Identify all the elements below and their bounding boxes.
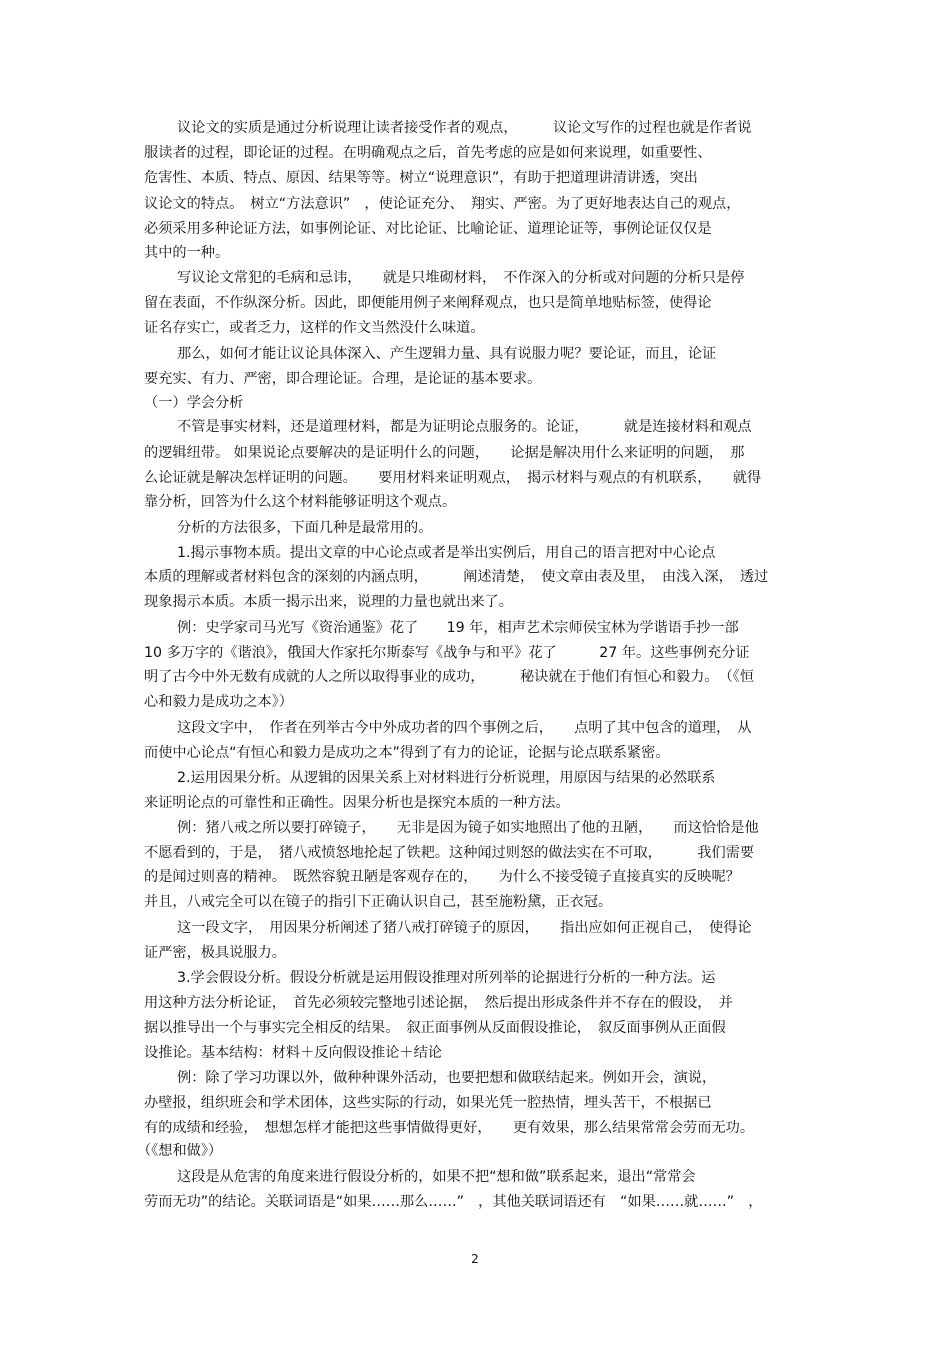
text-line: 的是闻过则喜的精神。 既然容貌丑陋是客观存在的， 为什么不接受镜子直接真实的反映呢？ bbox=[144, 869, 740, 885]
text-line: 证名存实亡，或者乏力，这样的作文当然没什么味道。 bbox=[144, 320, 485, 336]
text-line: 要充实、有力、严密，即合理论证。合理，是论证的基本要求。 bbox=[144, 371, 542, 387]
text-line: 办壁报，组织班会和学术团体，这些实际的行动，如果光凭一腔热情，埋头苦干，不根据已 bbox=[144, 1095, 712, 1111]
text-line: 并且，八戒完全可以在镜子的指引下正确认识自己，甚至施粉黛，正衣冠。 bbox=[144, 894, 613, 910]
text-line: 服读者的过程，即论证的过程。在明确观点之后，首先考虑的应是如何来说理，如重要性、 bbox=[144, 145, 712, 161]
text-line: 这段是从危害的角度来进行假设分析的，如果不把“想和做”联系起来，退出“常常会 bbox=[177, 1169, 696, 1185]
text-line: 来证明论点的可靠性和正确性。因果分析也是探究本质的一种方法。 bbox=[144, 795, 570, 811]
text-line: 必须采用多种论证方法，如事例论证、对比论证、比喻论证、道理论证等，事例论证仅仅是 bbox=[144, 221, 712, 237]
text-line: 这一段文字， 用因果分析阐述了猪八戒打碎镜子的原因， 指出应如何正视自己， 使得论 bbox=[177, 920, 752, 936]
text-line: 么论证就是解决怎样证明的问题。 要用材料来证明观点， 揭示材料与观点的有机联系， 就得 bbox=[144, 470, 762, 486]
text-line: 议论文的特点。 树立“方法意识” ，使论证充分、 翔实、严密。为了更好地表达自己的观点， bbox=[144, 196, 741, 212]
text-line: 明了古今中外无数有成就的人之所以取得事业的成功， 秘诀就在于他们有恒心和毅力。 （《恒 bbox=[144, 669, 755, 685]
text-line: 其中的一种。 bbox=[144, 245, 230, 261]
text-line: 留在表面，不作纵深分析。因此，即便能用例子来阐释观点，也只是简单地贴标签，使得论 bbox=[144, 295, 712, 311]
text-line: 而使中心论点“有恒心和毅力是成功之本”得到了有力的论证，论据与论点联系紧密。 bbox=[144, 745, 670, 761]
text-line: （《想和做》） bbox=[137, 1143, 223, 1159]
text-line: 例：史学家司马光写《资治通鉴》花了 19 年，相声艺术宗师侯宝林为学谐语手抄一部 bbox=[177, 620, 739, 636]
section-heading: （一）学会分析 bbox=[144, 395, 244, 411]
text-line: 议论文的实质是通过分析说理让读者接受作者的观点， 议论文写作的过程也就是作者说 bbox=[177, 120, 752, 136]
text-line: 2.运用因果分析。从逻辑的因果关系上对材料进行分析说理，用原因与结果的必然联系 bbox=[177, 770, 716, 786]
text-line: 3.学会假设分析。假设分析就是运用假设推理对所列举的论据进行分析的一种方法。运 bbox=[177, 970, 716, 986]
text-line: 例：猪八戒之所以要打碎镜子， 无非是因为镜子如实地照出了他的丑陋， 而这恰恰是他 bbox=[177, 820, 759, 836]
text-line: 1.揭示事物本质。提出文章的中心论点或者是举出实例后，用自己的语言把对中心论点 bbox=[177, 545, 716, 561]
text-line: 靠分析，回答为什么这个材料能够证明这个观点。 bbox=[144, 494, 457, 510]
text-line: 写议论文常犯的毛病和忌讳， 就是只堆砌材料， 不作深入的分析或对问题的分析只是停 bbox=[177, 270, 745, 286]
text-line: 这段文字中， 作者在列举古今中外成功者的四个事例之后， 点明了其中包含的道理， 从 bbox=[177, 720, 752, 736]
text-line: 那么，如何才能让议论具体深入、产生逻辑力量、具有说服力呢？要论证，而且，论证 bbox=[177, 346, 717, 362]
text-line: 分析的方法很多，下面几种是最常用的。 bbox=[177, 520, 433, 536]
text-line: 的逻辑纽带。 如果说论点要解决的是证明什么的问题， 论据是解决用什么来证明的问题， 那 bbox=[144, 445, 745, 461]
text-line: 10 多万字的《谐浪》，俄国大作家托尔斯泰写《战争与和平》花了 27 年。这些事例充分证 bbox=[144, 645, 750, 661]
text-line: 证严密，极具说服力。 bbox=[144, 945, 286, 961]
text-line: 用这种方法分析论证， 首先必须较完整地引述论据， 然后提出形成条件并不存在的假设， 并 bbox=[144, 995, 733, 1011]
text-line: 设推论。基本结构：材料＋反向假设推论＋结论 bbox=[144, 1045, 442, 1061]
text-line: 现象揭示本质。本质一揭示出来，说理的力量也就出来了。 bbox=[144, 594, 513, 610]
page-number: 2 bbox=[471, 1252, 479, 1266]
text-line: 劳而无功”的结论。关联词语是“如果……那么……” ，其他关联词语还有 “如果……就……” ， bbox=[144, 1194, 763, 1210]
text-line: 不愿看到的，于是， 猪八戒愤怒地抡起了铁耙。这种闻过则怒的做法实在不可取， 我们需要 bbox=[144, 845, 755, 861]
text-line: 据以推导出一个与事实完全相反的结果。 叙正面事例从反面假设推论， 叙反面事例从正面假 bbox=[144, 1020, 726, 1036]
text-line: 心和毅力是成功之本》） bbox=[144, 694, 293, 710]
text-line: 例：除了学习功课以外，做种种课外活动，也要把想和做联结起来。例如开会，演说， bbox=[177, 1070, 717, 1086]
text-line: 不管是事实材料，还是道理材料，都是为证明论点服务的。论证， 就是连接材料和观点 bbox=[177, 419, 752, 435]
text-line: 本质的理解或者材料包含的深刻的内涵点明， 阐述清楚， 使文章由表及里， 由浅入深， 透过 bbox=[144, 569, 769, 585]
text-line: 有的成绩和经验， 想想怎样才能把这些事情做得更好， 更有效果，那么结果常常会劳而无功。 bbox=[144, 1120, 755, 1136]
text-line: 危害性、本质、特点、原因、结果等等。树立“说理意识”，有助于把道理讲清讲透，突出 bbox=[144, 170, 698, 186]
